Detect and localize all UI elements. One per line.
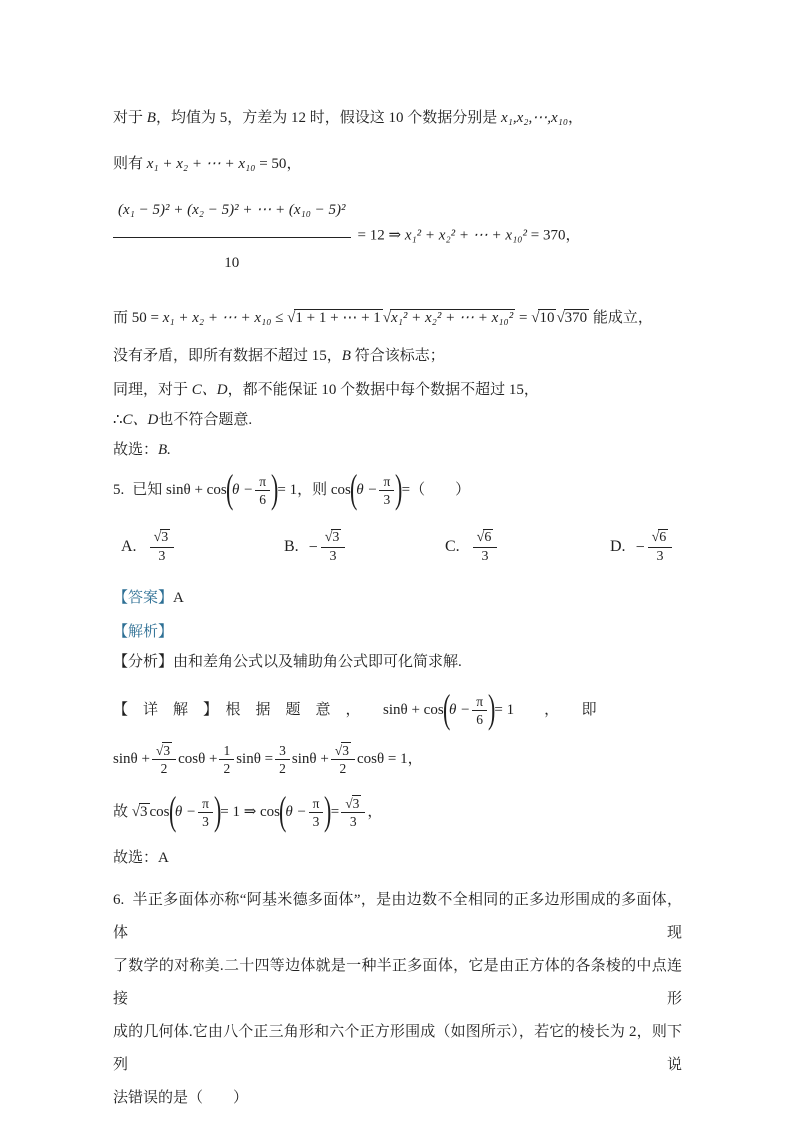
- sol4-line-sum: [113, 154, 682, 174]
- fraction: [472, 694, 487, 728]
- brief-analysis-label: 【分析】: [113, 654, 174, 670]
- radical: [335, 743, 351, 759]
- lparen-icon: (: [225, 465, 234, 511]
- rparen-icon: ): [324, 787, 332, 833]
- sqrt-icon: √: [345, 795, 352, 811]
- question-6-line3: [113, 1016, 682, 1082]
- radicand: 6: [659, 530, 667, 545]
- fraction-denominator: 3: [312, 814, 320, 830]
- radicand: 10: [539, 310, 555, 326]
- text-run: 故选：: [113, 442, 159, 458]
- math-run: = 1: [494, 702, 515, 718]
- question-5-options: [113, 530, 682, 576]
- answer-value: A: [173, 590, 184, 606]
- fraction-numerator: π: [379, 474, 394, 492]
- fraction-numerator: [150, 530, 175, 548]
- math-run: x₁,x₂,⋯,x₁₀: [500, 110, 569, 126]
- math-run: = 370: [527, 227, 566, 244]
- text-run: 而: [113, 310, 132, 326]
- math-run: sinθ +: [291, 751, 329, 767]
- text-run: ，则: [297, 482, 331, 498]
- text-run: 符合该标志；: [350, 348, 445, 364]
- leq-sign: ≤: [271, 310, 288, 326]
- fraction-denominator: 6: [476, 712, 484, 728]
- fraction-numerator: [152, 743, 176, 761]
- fraction: [275, 743, 290, 777]
- math-run: cosθ +: [178, 751, 218, 767]
- text-run: 也不符合题意.: [158, 412, 253, 428]
- math-run: =: [401, 482, 411, 498]
- fraction-denominator: 3: [383, 492, 391, 508]
- radical: [325, 530, 342, 546]
- radical: [287, 300, 383, 336]
- option-sign: −: [635, 538, 645, 556]
- math-var: B: [146, 110, 156, 126]
- text-run: 半正多面体亦称“阿基米德多面体”，是由边数不全相同的正多边形围成的多面体，体现: [113, 892, 682, 941]
- answer-value: A: [158, 850, 169, 866]
- rparen-icon: ): [395, 465, 403, 511]
- brief-analysis-line: [113, 652, 682, 672]
- radical: [556, 300, 589, 336]
- sqrt-icon: √: [155, 742, 163, 758]
- radical: [154, 530, 171, 546]
- option-label: A.: [121, 538, 137, 556]
- radical: [531, 300, 556, 336]
- radicand: 3: [161, 530, 169, 545]
- math-run: sinθ =: [236, 751, 274, 767]
- sol5-expansion-line: [113, 736, 682, 782]
- fraction: [219, 743, 234, 777]
- fraction: [379, 474, 394, 508]
- math-var: B: [341, 348, 351, 364]
- answer-line: [113, 588, 682, 608]
- math-run: θ −: [449, 702, 471, 718]
- math-run: =: [515, 310, 532, 326]
- question-number: 5.: [113, 482, 125, 498]
- radical: [477, 530, 494, 546]
- sqrt-icon: √: [382, 310, 391, 326]
- sqrt-icon: √: [531, 310, 539, 326]
- rparen-icon: ): [488, 685, 496, 731]
- fraction: [150, 530, 175, 565]
- fraction-denominator: 3: [329, 549, 337, 565]
- option-a: [121, 530, 176, 565]
- text-run: 对于: [113, 110, 147, 126]
- radicand: 3: [352, 795, 360, 811]
- math-run: x₁ + x₂ + ⋯ + x₁₀: [146, 156, 256, 172]
- sqrt-icon: √: [334, 742, 342, 758]
- fraction-numerator: [473, 530, 498, 548]
- radicand: 370: [564, 310, 588, 326]
- math-run: x₁ + x₂ + ⋯ + x₁₀: [162, 310, 272, 326]
- fraction: [255, 474, 270, 508]
- radicand: x₁² + x₂² + ⋯ + x₁₀²: [391, 310, 514, 326]
- analysis-label: 【解析】: [113, 624, 174, 640]
- fraction: [198, 796, 213, 830]
- sqrt-icon: √: [556, 310, 564, 326]
- sol5-answer-choice: [113, 848, 682, 868]
- radical: [652, 530, 669, 546]
- option-b: [284, 530, 347, 565]
- math-run: = 1 ⇒ cos: [220, 804, 281, 820]
- text-run: 已知: [132, 482, 167, 498]
- question-6-line1: [113, 884, 682, 950]
- radicand: 3: [140, 804, 148, 820]
- sqrt-icon: √: [287, 310, 295, 326]
- sol4-answer-choice: [113, 440, 682, 460]
- math-run: cos: [330, 482, 351, 498]
- fraction: [321, 530, 346, 565]
- text-run: ，: [565, 227, 581, 244]
- math-run: = 12 ⇒: [357, 227, 405, 244]
- math-var: C、D: [191, 382, 228, 398]
- fraction: [309, 796, 324, 830]
- fraction-numerator: π: [198, 796, 213, 814]
- brief-analysis-text: 由和差角公式以及辅助角公式即可化简求解.: [173, 654, 462, 670]
- sqrt-icon: √: [476, 530, 484, 545]
- text-run: ，: [286, 156, 302, 172]
- math-var: B.: [158, 442, 171, 458]
- fraction-denominator: 3: [481, 549, 489, 565]
- radicand: 3: [332, 530, 340, 545]
- fraction-numerator: π: [309, 796, 324, 814]
- sol4-line-variance-eq: [113, 186, 682, 286]
- fraction-numerator: (x₁ − 5)² + (x₂ − 5)² + ⋯ + (x₁₀ − 5)²: [113, 186, 351, 238]
- fraction-numerator: π: [255, 474, 270, 492]
- math-run: = 1: [277, 482, 298, 498]
- fraction: [331, 743, 355, 777]
- fraction: [473, 530, 498, 565]
- fraction-denominator: 2: [223, 761, 231, 777]
- fraction: [152, 743, 176, 777]
- sol4-line-similarly: [113, 380, 682, 400]
- math-run: = 50: [255, 156, 287, 172]
- detailed-solution-label: 【 详 解 】 根 据 题 意 ，: [113, 702, 384, 718]
- fraction: [648, 530, 673, 565]
- text-run: 则有: [113, 156, 147, 172]
- radicand: 3: [342, 742, 349, 758]
- text-run: 同理，对于: [113, 382, 192, 398]
- math-run: 50 =: [131, 310, 163, 326]
- question-5: [113, 466, 682, 514]
- fraction-numerator: [331, 743, 355, 761]
- fraction-denominator: 10: [224, 255, 240, 271]
- math-run: θ −: [174, 804, 197, 820]
- lparen-icon: (: [168, 787, 176, 833]
- answer-blank-parens: （ ）: [410, 482, 471, 498]
- fraction-denominator: 3: [202, 814, 209, 830]
- fraction-numerator: [341, 796, 365, 814]
- sol4-line-no-contradiction: [113, 346, 682, 366]
- sol5-conclusion-line: [113, 786, 682, 838]
- therefore-icon: ∴: [113, 412, 123, 428]
- rparen-icon: ): [213, 787, 222, 833]
- fraction-numerator: 3: [275, 743, 290, 761]
- fraction-numerator: [321, 530, 346, 548]
- text-run: 故选：: [113, 850, 159, 866]
- math-run: sinθ +: [113, 751, 150, 767]
- option-c: [445, 530, 499, 565]
- question-number: 6.: [113, 892, 125, 908]
- option-label: C.: [445, 538, 460, 556]
- text-run: 法错误的是（ ）: [113, 1090, 249, 1106]
- text-run: ，均值为 5，方差为 12 时，假设这 10 个数据分别是: [155, 110, 501, 126]
- math-run: cosθ = 1: [356, 751, 408, 767]
- fraction-denominator: 2: [339, 761, 347, 777]
- math-var: C、D: [122, 412, 159, 428]
- option-label: D.: [610, 538, 626, 556]
- radical: [132, 786, 150, 838]
- fraction-numerator: 1: [219, 743, 234, 761]
- fraction-denominator: 3: [349, 814, 357, 830]
- text-run: 了数学的对称美.二十四等边体就是一种半正多面体，它是由正方体的各条棱的中点连接形: [113, 958, 682, 1007]
- math-run: sinθ + cos: [166, 482, 227, 498]
- analysis-header: [113, 622, 682, 642]
- math-run: θ −: [232, 482, 254, 498]
- fraction-denominator: 6: [259, 492, 267, 508]
- sol4-line-cauchy: [113, 300, 682, 336]
- option-sign: −: [308, 538, 318, 556]
- option-label: B.: [284, 538, 299, 556]
- lparen-icon: (: [349, 465, 358, 511]
- math-run: x₁² + x₂² + ⋯ + x₁₀²: [404, 227, 528, 244]
- radicand: 6: [484, 530, 492, 545]
- fraction-denominator: 2: [279, 761, 286, 777]
- text-run: 故: [113, 804, 132, 820]
- sqrt-icon: √: [651, 530, 659, 545]
- fraction: [113, 186, 351, 286]
- text-run: ，: [367, 804, 383, 820]
- lparen-icon: (: [442, 685, 451, 731]
- text-run: 没有矛盾，即所有数据不超过 15，: [113, 348, 342, 364]
- lparen-icon: (: [279, 787, 287, 833]
- detailed-solution-line: [113, 686, 682, 734]
- question-6-line2: [113, 950, 682, 1016]
- sqrt-icon: √: [131, 804, 139, 820]
- radicand: 1 + 1 + ⋯ + 1: [295, 310, 381, 326]
- fraction-denominator: 3: [158, 549, 166, 565]
- rparen-icon: ): [271, 465, 279, 511]
- fraction-numerator: [648, 530, 673, 548]
- radical: [156, 743, 172, 759]
- sqrt-icon: √: [153, 530, 161, 545]
- sol4-line-assume: [113, 108, 682, 128]
- math-run: =: [330, 804, 340, 820]
- math-run: cos: [149, 804, 170, 820]
- radicand: 3: [163, 742, 171, 758]
- option-d: [610, 530, 674, 565]
- fraction-denominator: 3: [656, 549, 664, 565]
- text-run: 成的几何体.它由八个正三角形和六个正方形围成（如图所示），若它的棱长为 2，则下列说: [113, 1024, 682, 1073]
- fraction-denominator: 2: [160, 761, 168, 777]
- text-run: 能成立，: [589, 310, 653, 326]
- math-run: θ −: [356, 482, 378, 498]
- fraction: [341, 796, 365, 830]
- math-run: sinθ + cos: [383, 702, 444, 718]
- math-run: θ −: [285, 804, 307, 820]
- text-run: ，: [568, 110, 584, 126]
- text-run: ，都不能保证 10 个数据中每个数据不超过 15，: [227, 382, 539, 398]
- radical: [383, 300, 515, 336]
- question-6-line4: [113, 1082, 682, 1115]
- fraction-numerator: π: [472, 694, 487, 712]
- text-run: ，: [407, 751, 423, 767]
- answer-label: 【答案】: [113, 590, 174, 606]
- radical: [345, 796, 361, 812]
- text-run: ， 即: [514, 702, 597, 718]
- sol4-line-therefore: [113, 410, 682, 430]
- sqrt-icon: √: [324, 530, 332, 545]
